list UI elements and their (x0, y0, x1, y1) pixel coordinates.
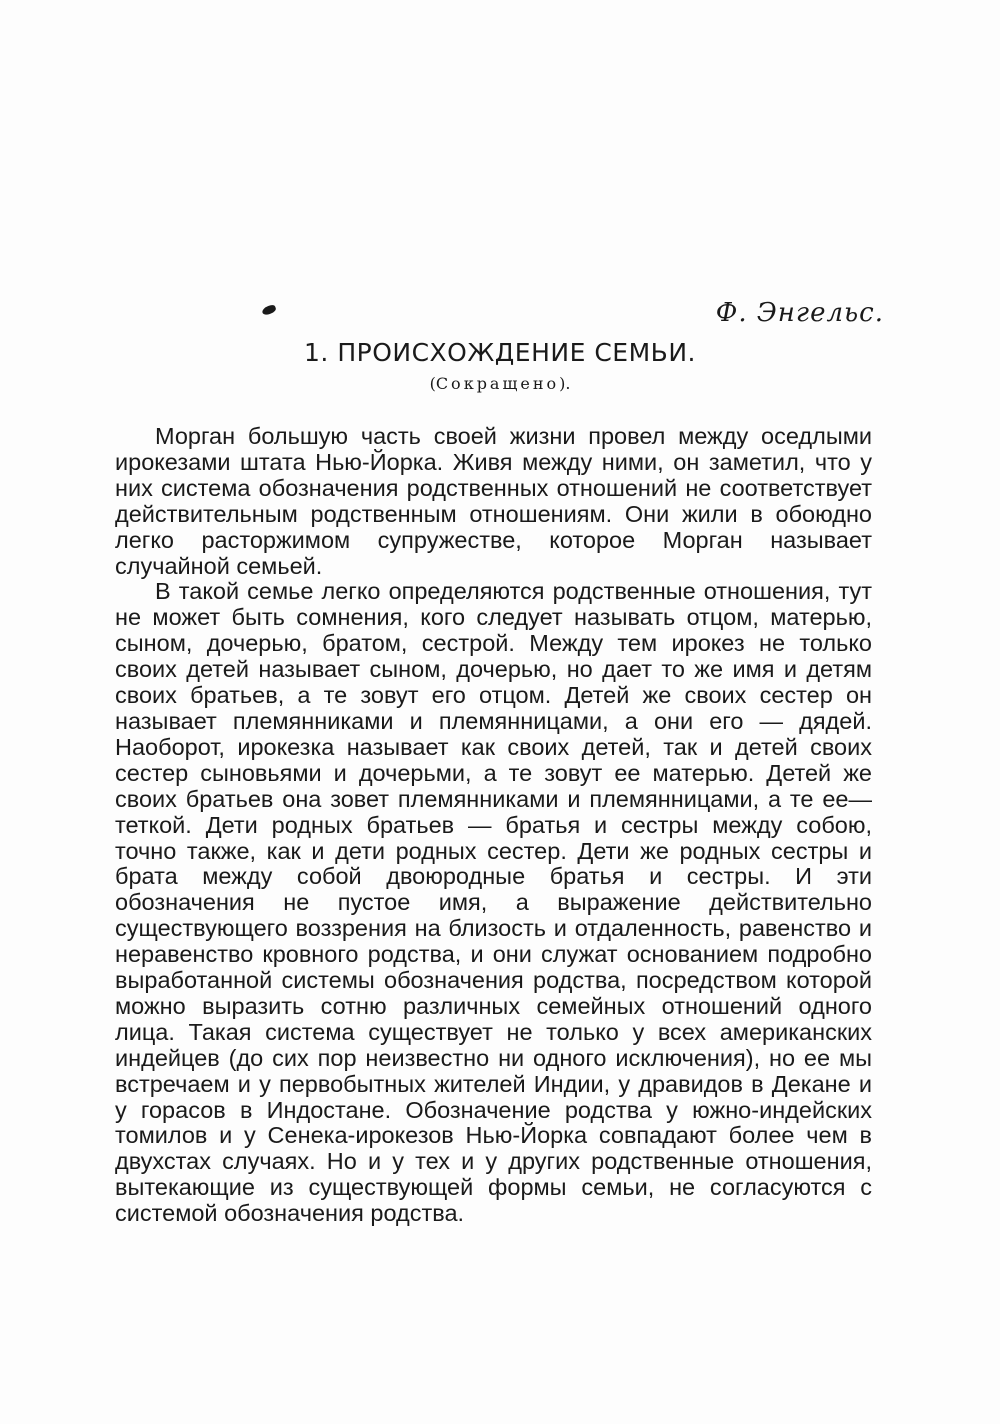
paragraph-1: Морган большую часть своей жизни провел между оседлыми ирокезами штата Нью-Йорка. Живя между ними, он заметил, что у них система обозначения родственных отношений не соответствует действительным родственным отношениям. Они жили в обоюдно легко расторжимом супружестве, которое Морган называет случайной семьей. (115, 423, 872, 579)
subtitle-close: ). (559, 374, 571, 393)
ornament-mark (261, 304, 277, 316)
subtitle-open: ( (429, 374, 436, 393)
author-name: Ф. Энгельс. (715, 298, 884, 328)
chapter-title: 1. ПРОИСХОЖДЕНИЕ СЕМЬИ. (304, 338, 696, 367)
paragraph-2: В такой семье легко определяются родственные отношения, тут не может быть сомнения, кого следует называть отцом, матерью, сыном, дочерью, братом, сестрой. Между тем ирокез не только своих детей называет сыном, дочерью, но дает то же имя и детям своих братьев, а те зовут его отцом. Детей же своих сестер он называет племянниками и племянницами, а они его — дядей. Наоборот, ирокезка называет как своих детей, так и детей своих сестер сыновьями и дочерьми, а те зовут ее матерью. Детей же своих братьев она зовет племянниками и племянницами, а те ее—теткой. Дети родных братьев — братья и сестры между собою, точно также, как и дети родных сестер. Дети же родных сестры и брата между собой двоюродные братья и сестры. И эти обозначения не пустое имя, а выражение действительно существующего воззрения на близость и отдаленность, равенство и неравенство кровного родства, и они служат основанием подробно выработанной системы обозначения родства, посредством которой можно выразить сотню различных семейных отношений одного лица. Такая система существует не только у всех американских индейцев (до сих пор неизвестно ни одного исключения), но ее мы встречаем и у первобытных жителей Индии, у дравидов в Декане и у горасов в Индостане. Обозначение родства у южно-индейских томилов и у Сенека-ирокезов Нью-Йорка совпадают более чем в двухстах случаях. Но и у тех и у других родственные отношения, вытекающие из существующей формы семьи, не согласуются с системой обозначения родства. (115, 578, 872, 1227)
chapter-subtitle (0, 374, 1000, 393)
subtitle-word: Сокращено (435, 374, 560, 393)
body-text (115, 424, 872, 1227)
